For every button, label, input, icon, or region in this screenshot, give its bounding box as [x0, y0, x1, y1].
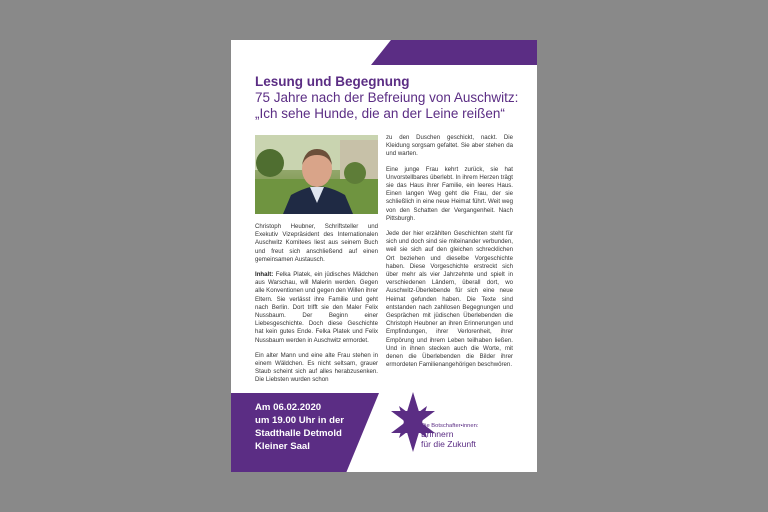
text-column-right [386, 134, 513, 376]
flyer-page [231, 40, 537, 472]
intro-paragraph: Christoph Heubner, Schriftsteller und Exekutiv Vizepräsident des Internationalen Auschwitz Komitees liest aus seinem Buch und freut sich anschließend auf einen gemeinsamen Austausch. [255, 223, 378, 263]
summary-paragraph: Jede der hier erzählten Geschichten steht für sich und doch sind sie miteinander verbunden, weil sie sich auf den gleichen schrecklichen Ort beziehen und dieselbe Vorgeschichte haben. Diese Vorgeschichte erstreckt sich über mehr als vier Jahrzehnte und spielt in verschiedenen Ländern, überall dort, wo Auschwitz-Überlebende für sich eine neue Heimat gefunden haben. Die Texte sind entstanden nach zahllosen Begegnungen und Gesprächen mit jüdischen Überlebenden die Christoph Heubner an ihren Erinnerungen und Empfindungen, ihrer Verlorenheit, ihrer Empörung und ihrem Leben teilhaben ließen. Und in ihnen stecken auch die Worte, mit denen die Überlebenden die Bilder ihrer ermordeten Familienangehörigen beschwören. [386, 230, 513, 369]
content-label: Inhalt: [255, 271, 274, 279]
event-time: um 19.00 Uhr in der [255, 415, 345, 426]
heading-title: Lesung und Begegnung [255, 74, 410, 89]
logo-line-1: Die Botschafter•innen: [421, 423, 479, 429]
portrait-photo [255, 135, 378, 214]
top-accent-band [371, 40, 537, 65]
event-details [255, 401, 375, 453]
continuation-paragraph: zu den Duschen geschickt, nackt. Die Kleidung sorgsam gefaltet. Sie aber stehen da und warten. [386, 134, 513, 158]
logo-line-3: für die Zukunft [421, 438, 476, 449]
content-paragraph [255, 271, 378, 345]
flyer-heading [255, 74, 533, 122]
heading-quote: „Ich sehe Hunde, die an der Leine reißen“ [255, 106, 505, 121]
event-venue: Stadthalle Detmold [255, 428, 342, 439]
organisation-logo-text [421, 423, 531, 449]
heading-subtitle: 75 Jahre nach der Befreiung von Auschwitz: [255, 90, 519, 105]
text-column-left [255, 223, 378, 392]
survivor-paragraph: Eine junge Frau kehrt zurück, sie hat Unvorstellbares überlebt. In ihrem Herzen trägt sie das Haus ihrer Familie, ein leeres Haus. Einen langen Weg geht die Frau, der sie schließlich in eine neue Heimat führt. Weit weg von den Schatten der Vergangenheit. Nach Pittsburgh. [386, 165, 513, 222]
logo-line-2: Erinnern [421, 429, 454, 439]
content-text: Felka Platek, ein jüdisches Mädchen aus Warschau, will Malerin werden. Gegen alle Konventionen und gegen den Willen ihrer Eltern. Sie verlässt ihre Familie und geht nach Berlin. Dort trifft sie den Maler Felix Nussbaum. Der Beginn einer Liebesgeschichte. Doch diese Geschichte hat kein gutes Ende. Felka Platek und Felix Nussbaum werden in Auschwitz ermordet. [255, 271, 378, 344]
story-paragraph: Ein alter Mann und eine alte Frau stehen in einem Wäldchen. Es nicht seltsam, grauer Staub scheint sich auf alles herabzusenken. Die Liebsten wurden schon [255, 351, 378, 384]
event-room: Kleiner Saal [255, 441, 310, 452]
event-date: Am 06.02.2020 [255, 402, 322, 413]
